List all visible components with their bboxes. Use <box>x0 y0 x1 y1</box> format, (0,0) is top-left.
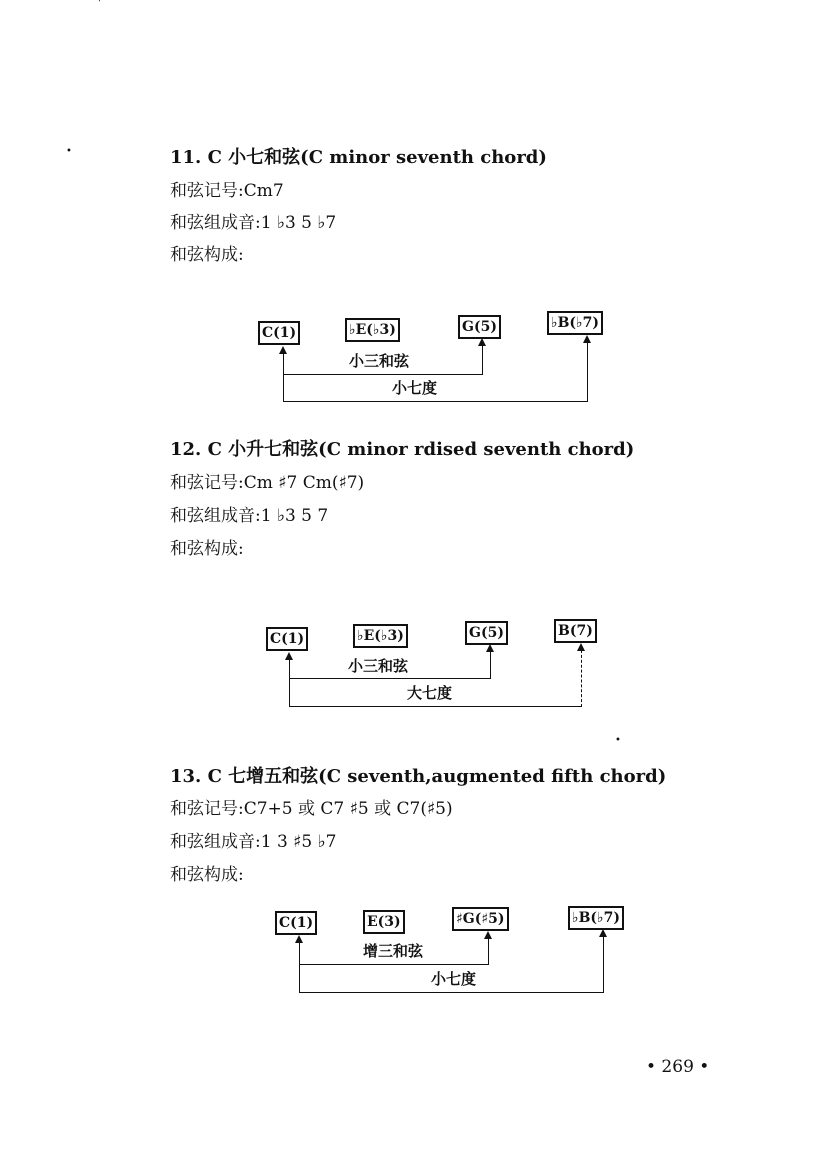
connector-line <box>299 992 604 993</box>
arrow-up <box>583 335 591 343</box>
connector-line <box>581 650 582 707</box>
connector-line <box>283 354 284 402</box>
chord-symbol-line: 和弦记号:Cm7 <box>170 181 284 201</box>
chord-structure-line: 和弦构成: <box>170 245 244 265</box>
connector-line <box>289 678 491 679</box>
connector-line <box>587 342 588 402</box>
arrow-up <box>486 644 494 652</box>
interval-label: 大七度 <box>407 684 453 702</box>
note-box: ♭B(♭7) <box>568 906 624 930</box>
chord-tones-line: 和弦组成音:1 ♭3 5 7 <box>170 506 329 526</box>
arrow-up <box>484 931 492 939</box>
connector-line <box>299 964 489 965</box>
arrow-up <box>295 935 303 943</box>
note-box: B(7) <box>554 619 597 643</box>
note-box: G(5) <box>458 315 501 339</box>
note-box: C(1) <box>266 627 308 651</box>
page-number: • 269 • <box>646 1057 710 1077</box>
section-heading: 13. C 七增五和弦(C seventh,augmented fifth chord) <box>170 766 667 787</box>
arrow-up <box>285 652 293 660</box>
note-box: C(1) <box>258 321 300 345</box>
chord-symbol-line: 和弦记号:Cm ♯7 Cm(♯7) <box>170 473 365 493</box>
note-box: C(1) <box>275 911 317 935</box>
connector-line <box>299 943 300 993</box>
connector-line <box>283 374 483 375</box>
note-box: G(5) <box>465 621 508 645</box>
arrow-up <box>577 643 585 651</box>
connector-line <box>603 936 604 993</box>
chord-structure-line: 和弦构成: <box>170 539 244 559</box>
print-mark: • <box>66 146 72 157</box>
connector-line <box>490 651 491 679</box>
connector-line <box>289 660 290 707</box>
connector-line <box>283 401 588 402</box>
note-box: E(3) <box>363 910 405 934</box>
print-mark: • <box>615 735 621 746</box>
interval-label: 小七度 <box>392 379 438 397</box>
chord-tones-line: 和弦组成音:1 ♭3 5 ♭7 <box>170 213 337 233</box>
section-heading: 12. C 小升七和弦(C minor rdised seventh chord) <box>170 439 635 460</box>
chord-tones-line: 和弦组成音:1 3 ♯5 ♭7 <box>170 832 337 852</box>
interval-label: 小三和弦 <box>348 657 409 675</box>
chord-symbol-line: 和弦记号:C7+5 或 C7 ♯5 或 C7(♯5) <box>170 799 453 819</box>
arrow-up <box>279 346 287 354</box>
connector-line <box>289 706 582 707</box>
arrow-up <box>599 929 607 937</box>
interval-label: 小七度 <box>431 970 477 988</box>
connector-line <box>482 345 483 375</box>
section-heading: 11. C 小七和弦(C minor seventh chord) <box>170 147 547 168</box>
arrow-up <box>478 338 486 346</box>
note-box: ♭E(♭3) <box>353 624 408 648</box>
interval-label: 小三和弦 <box>349 352 410 370</box>
note-box: ♯G(♯5) <box>452 907 509 931</box>
interval-label: 增三和弦 <box>363 942 424 960</box>
print-mark: ' <box>98 0 101 9</box>
chord-structure-line: 和弦构成: <box>170 865 244 885</box>
note-box: ♭B(♭7) <box>547 311 603 335</box>
note-box: ♭E(♭3) <box>345 318 400 342</box>
connector-line <box>488 938 489 965</box>
